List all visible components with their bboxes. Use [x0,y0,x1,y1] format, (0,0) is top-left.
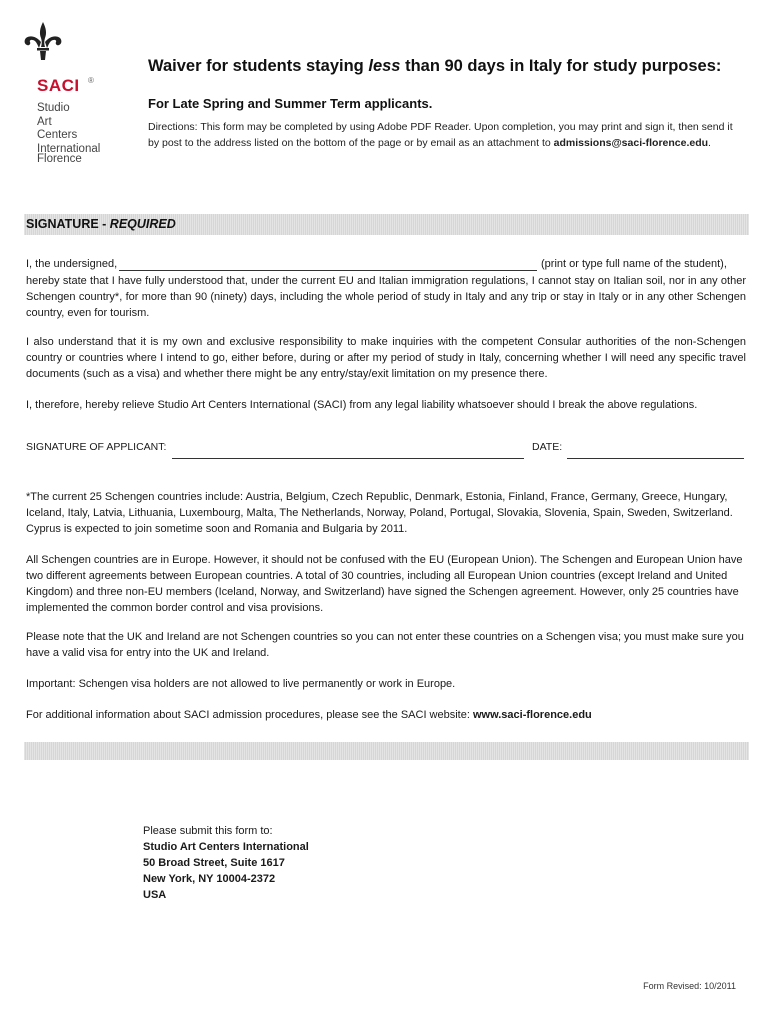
logo-line: Art [37,115,52,128]
title-emphasis: less [368,57,401,75]
fleur-de-lis-icon [22,20,64,62]
uk-ireland-paragraph: Please note that the UK and Ireland are not Schengen countries so you can not enter these countries on a Schengen visa; you must make sure you have a valid visa for entry into the UK and Ireland. [26,631,744,659]
undersigned-prefix: I, the undersigned, [26,258,118,270]
logo-line: Centers [37,129,78,141]
address-line: Studio Art Centers International [143,841,309,853]
form-subtitle: For Late Spring and Summer Term applicants. [148,96,433,111]
address-intro: Please submit this form to: [143,825,273,837]
additional-info-paragraph [26,707,746,723]
schengen-countries-paragraph: *The current 25 Schengen countries include: Austria, Belgium, Czech Republic, Denmark, Estonia, Finland, France, Germany, Greece, Hungary, Iceland, Italy, Latvia, Lithuania, Luxembourg, Malta, The Netherlands, Norway, Poland, Portugal, Slovakia, Slovenia, Spain, Sweden, Switzerland. Cyprus is expected to join sometime soon and Romania and Bulgaria by 2011. [26,491,733,535]
relieve-paragraph: I, therefore, hereby relieve Studio Art Centers International (SACI) from any legal liability whatsoever should I break the above regulations. [26,399,698,411]
registered-mark: ® [88,76,94,85]
logo-subtitle [37,102,100,156]
additional-info-text: For additional information about SACI admission procedures, please see the SACI website: [26,709,473,721]
signature-section-bar [24,214,749,235]
student-name-field[interactable] [119,270,537,271]
title-part: than 90 days in Italy for study purposes: [400,57,722,75]
section-title-emphasis: REQUIRED [109,217,176,231]
section-title [26,217,176,231]
schengen-eu-paragraph: All Schengen countries are in Europe. However, it should not be confused with the EU (European Union). The Schengen and European Union have two different agreements between European countries. A total of 30 countries, including all European Union countries (except Ireland and United Kingdom) and three non-EU members (Iceland, Norway, and Switzerland) have signed the Schengen agreement. However, only 25 countries have implemented the common border control and visa provisions. [26,554,743,614]
address-line: USA [143,889,167,901]
date-label: DATE: [532,441,563,453]
undersigned-suffix: (print or type full name of the student), [541,258,727,270]
form-revised-date: Form Revised: 10/2011 [643,981,736,991]
form-title [148,57,721,76]
directions [148,119,744,151]
directions-text: Directions: This form may be completed by using Adobe PDF Reader. Upon completion, you may print and sign it, then send it by post to the address listed on the bottom of the page or by email as an attachment to [148,121,733,149]
section-title-plain: SIGNATURE - [26,217,110,231]
logo-line: International [37,142,101,155]
signature-field[interactable] [172,458,524,459]
website-link[interactable]: www.saci-florence.edu [472,709,592,721]
address-line: New York, NY 10004-2372 [143,873,276,885]
date-field[interactable] [567,458,744,459]
responsibility-paragraph: I also understand that it is my own and exclusive responsibility to make inquiries with the competent Consular authorities of the non-Schengen country or countries where I intend to go, either before, during or after my period of study in Italy, concerning whether I will need any specific travel documents (such as a visa) and whether there might be any entry/stay/exit limitation on my presence there. [26,336,746,380]
logo-city: Florence [37,153,82,165]
logo-brand: SACI [37,76,80,95]
divider-bar [24,742,749,760]
directions-end: . [708,137,711,149]
title-part: Waiver for students staying [148,57,369,75]
address-line: 50 Broad Street, Suite 1617 [143,857,285,869]
signature-label: SIGNATURE OF APPLICANT: [26,441,167,453]
logo-line: Studio [37,102,70,114]
important-paragraph: Important: Schengen visa holders are not allowed to live permanently or work in Europe. [26,678,456,690]
admissions-email-link[interactable]: admissions@saci-florence.edu [553,137,709,149]
mailing-address [143,823,309,903]
undersigned-statement: hereby state that I have fully understood that, under the current EU and Italian immigration regulations, I cannot stay on Italian soil, nor in any other Schengen country*, for more than 90 (ninety) days, including the whole period of study in Italy and any trip or stay in Italy or in any other Schengen country, even for tourism. [26,275,746,319]
